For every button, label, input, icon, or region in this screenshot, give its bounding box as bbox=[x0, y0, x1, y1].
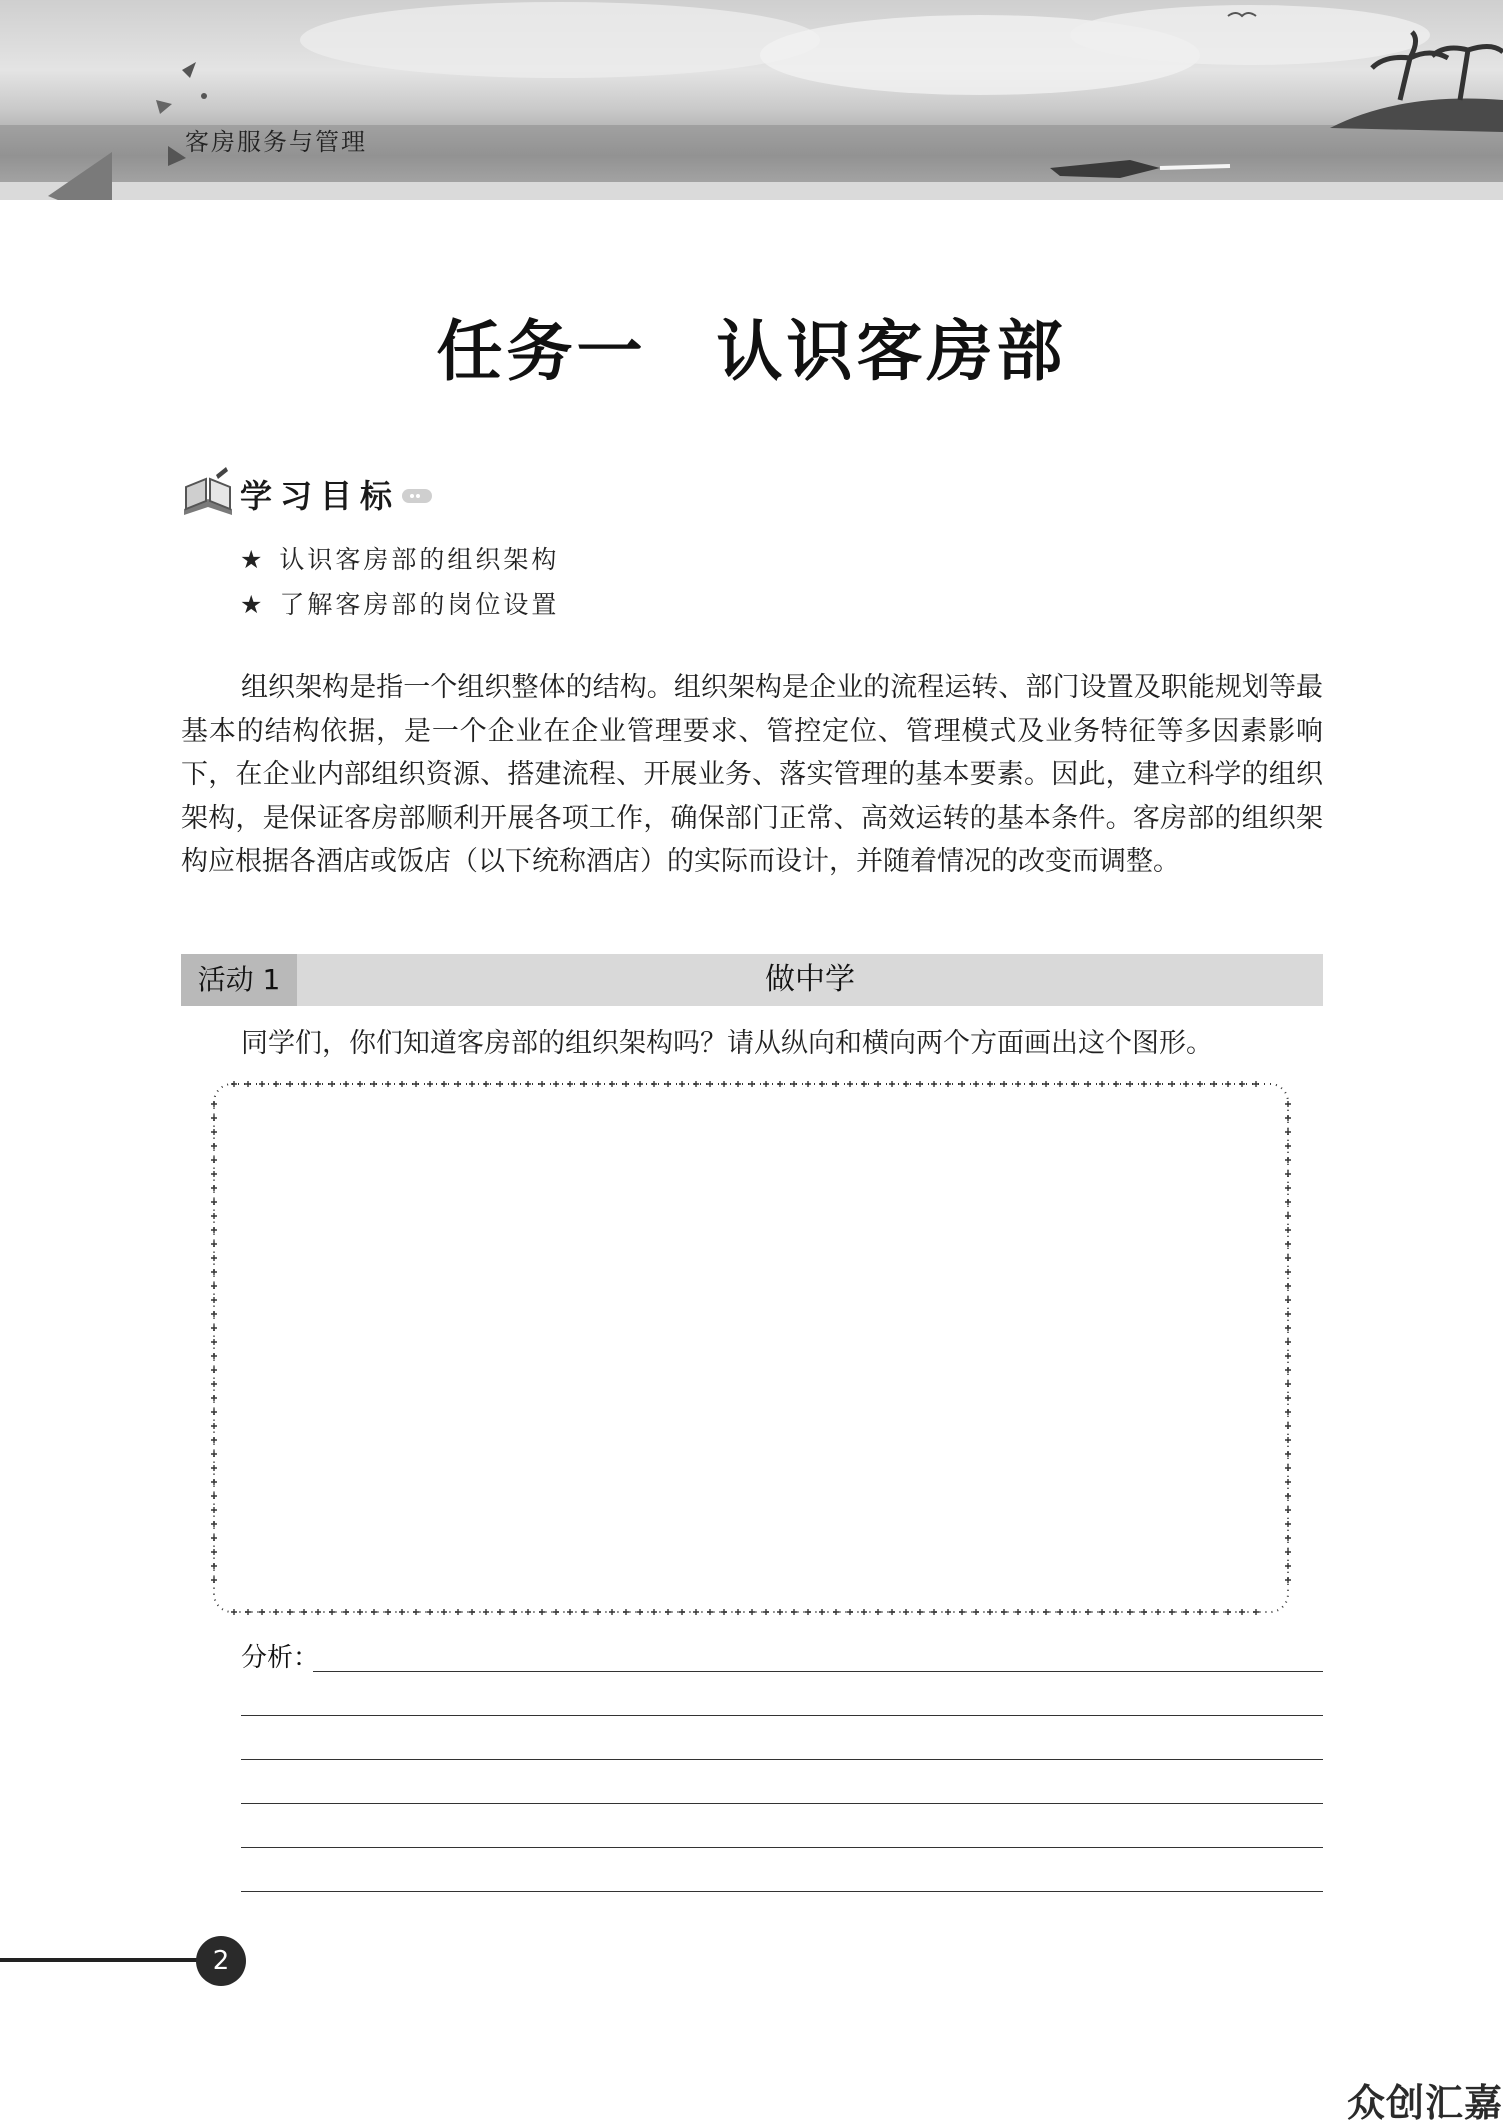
frame-plus-mark bbox=[211, 1507, 217, 1513]
frame-plus-mark bbox=[385, 1081, 391, 1087]
frame-plus-mark bbox=[581, 1609, 587, 1615]
frame-plus-mark bbox=[973, 1609, 979, 1615]
frame-plus-mark bbox=[315, 1081, 321, 1087]
frame-plus-mark bbox=[1197, 1609, 1203, 1615]
page-title: 任务一 认识客房部 bbox=[436, 313, 1067, 390]
frame-plus-mark bbox=[623, 1609, 629, 1615]
frame-plus-mark bbox=[609, 1081, 615, 1087]
objective-text: 认识客房部的组织架构 bbox=[279, 545, 560, 574]
frame-plus-mark bbox=[211, 1339, 217, 1345]
frame-plus-mark bbox=[553, 1081, 559, 1087]
frame-plus-mark bbox=[707, 1081, 713, 1087]
frame-plus-mark bbox=[287, 1609, 293, 1615]
frame-plus-mark bbox=[693, 1609, 699, 1615]
frame-plus-mark bbox=[707, 1609, 713, 1615]
frame-plus-mark bbox=[847, 1081, 853, 1087]
frame-plus-mark bbox=[931, 1081, 937, 1087]
frame-plus-mark bbox=[343, 1081, 349, 1087]
frame-plus-mark bbox=[1113, 1609, 1119, 1615]
frame-plus-mark bbox=[1285, 1157, 1291, 1163]
answer-line[interactable] bbox=[241, 1759, 1323, 1760]
frame-plus-mark bbox=[511, 1609, 517, 1615]
frame-plus-mark bbox=[1155, 1081, 1161, 1087]
frame-plus-mark bbox=[211, 1367, 217, 1373]
frame-plus-mark bbox=[211, 1143, 217, 1149]
frame-plus-mark bbox=[805, 1609, 811, 1615]
frame-plus-mark bbox=[1043, 1609, 1049, 1615]
intro-paragraph: 组织架构是指一个组织整体的结构。组织架构是企业的流程运转、部门设置及职能规划等最基本的结构依据，是一个企业在企业管理要求、管控定位、管理模式及业务特征等多因素影响下，在企业内部组织资源、搭建流程、开展业务、落实管理的基本要素。因此，建立科学的组织架构，是保证客房部顺利开展各项工作，确保部门正常、高效运转的基本条件。客房部的组织架构应根据各酒店或饭店（以下统称酒店）的实际而设计，并随着情况的改变而调整。 bbox=[181, 672, 1323, 877]
frame-plus-mark bbox=[637, 1081, 643, 1087]
frame-plus-mark bbox=[805, 1081, 811, 1087]
frame-plus-mark bbox=[945, 1609, 951, 1615]
frame-plus-mark bbox=[1285, 1101, 1291, 1107]
frame-plus-mark bbox=[211, 1283, 217, 1289]
frame-plus-mark bbox=[483, 1609, 489, 1615]
answer-line[interactable] bbox=[313, 1671, 1323, 1672]
frame-plus-mark bbox=[1253, 1609, 1259, 1615]
frame-plus-mark bbox=[211, 1115, 217, 1121]
frame-plus-mark bbox=[211, 1157, 217, 1163]
frame-plus-mark bbox=[1285, 1325, 1291, 1331]
frame-plus-mark bbox=[211, 1465, 217, 1471]
frame-plus-mark bbox=[903, 1609, 909, 1615]
activity-bar bbox=[181, 954, 1323, 1006]
frame-plus-mark bbox=[371, 1081, 377, 1087]
frame-plus-mark bbox=[749, 1081, 755, 1087]
frame-plus-mark bbox=[1183, 1081, 1189, 1087]
dots-icon bbox=[402, 489, 432, 503]
frame-plus-mark bbox=[399, 1081, 405, 1087]
frame-plus-mark bbox=[1127, 1081, 1133, 1087]
drawing-area[interactable] bbox=[210, 1080, 1292, 1616]
frame-plus-mark bbox=[399, 1609, 405, 1615]
frame-plus-mark bbox=[1015, 1609, 1021, 1615]
frame-plus-mark bbox=[679, 1081, 685, 1087]
activity-tag: 活动 1 bbox=[181, 954, 297, 1006]
frame-plus-mark bbox=[211, 1563, 217, 1569]
frame-plus-mark bbox=[567, 1081, 573, 1087]
frame-plus-mark bbox=[1285, 1465, 1291, 1471]
frame-plus-mark bbox=[211, 1269, 217, 1275]
frame-plus-mark bbox=[1285, 1577, 1291, 1583]
frame-plus-mark bbox=[211, 1535, 217, 1541]
frame-plus-mark bbox=[1285, 1339, 1291, 1345]
frame-plus-mark bbox=[1285, 1535, 1291, 1541]
answer-line[interactable] bbox=[241, 1847, 1323, 1848]
frame-plus-mark bbox=[581, 1081, 587, 1087]
frame-plus-mark bbox=[1285, 1521, 1291, 1527]
frame-plus-mark bbox=[287, 1081, 293, 1087]
frame-plus-mark bbox=[1211, 1609, 1217, 1615]
objectives-list bbox=[240, 537, 559, 627]
frame-plus-mark bbox=[211, 1437, 217, 1443]
running-head: 客房服务与管理 bbox=[185, 128, 367, 156]
frame-plus-mark bbox=[1285, 1241, 1291, 1247]
frame-plus-mark bbox=[1285, 1129, 1291, 1135]
objective-text: 了解客房部的岗位设置 bbox=[279, 590, 560, 619]
answer-line[interactable] bbox=[241, 1715, 1323, 1716]
frame-plus-mark bbox=[987, 1609, 993, 1615]
frame-plus-mark bbox=[211, 1199, 217, 1205]
frame-plus-mark bbox=[1057, 1609, 1063, 1615]
frame-plus-mark bbox=[1285, 1437, 1291, 1443]
frame-plus-mark bbox=[441, 1609, 447, 1615]
answer-line[interactable] bbox=[241, 1803, 1323, 1804]
frame-plus-mark bbox=[539, 1081, 545, 1087]
frame-plus-mark bbox=[1285, 1185, 1291, 1191]
frame-plus-mark bbox=[469, 1609, 475, 1615]
frame-plus-mark bbox=[315, 1609, 321, 1615]
frame-plus-mark bbox=[553, 1609, 559, 1615]
frame-plus-mark bbox=[211, 1325, 217, 1331]
frame-plus-mark bbox=[763, 1081, 769, 1087]
header-banner bbox=[0, 0, 1503, 200]
frame-plus-mark bbox=[595, 1081, 601, 1087]
frame-plus-mark bbox=[1211, 1081, 1217, 1087]
frame-plus-mark bbox=[1285, 1549, 1291, 1555]
seascape-illustration bbox=[0, 0, 1503, 200]
frame-plus-mark bbox=[1285, 1381, 1291, 1387]
frame-plus-mark bbox=[875, 1081, 881, 1087]
frame-plus-mark bbox=[1285, 1493, 1291, 1499]
frame-plus-mark bbox=[259, 1609, 265, 1615]
frame-plus-mark bbox=[1285, 1171, 1291, 1177]
frame-plus-mark bbox=[875, 1609, 881, 1615]
frame-plus-mark bbox=[1043, 1081, 1049, 1087]
frame-plus-mark bbox=[889, 1081, 895, 1087]
frame-plus-mark bbox=[1285, 1283, 1291, 1289]
frame-plus-mark bbox=[1001, 1609, 1007, 1615]
frame-plus-mark bbox=[847, 1609, 853, 1615]
frame-plus-mark bbox=[763, 1609, 769, 1615]
frame-plus-mark bbox=[833, 1081, 839, 1087]
frame-plus-mark bbox=[211, 1395, 217, 1401]
frame-plus-mark bbox=[1285, 1353, 1291, 1359]
frame-plus-mark bbox=[1141, 1081, 1147, 1087]
frame-plus-mark bbox=[1169, 1609, 1175, 1615]
frame-plus-mark bbox=[483, 1081, 489, 1087]
frame-plus-mark bbox=[1183, 1609, 1189, 1615]
frame-plus-mark bbox=[1099, 1081, 1105, 1087]
frame-plus-mark bbox=[497, 1609, 503, 1615]
frame-plus-mark bbox=[211, 1185, 217, 1191]
frame-plus-mark bbox=[861, 1609, 867, 1615]
frame-plus-mark bbox=[735, 1609, 741, 1615]
activity-title: 做中学 bbox=[765, 962, 855, 997]
frame-plus-mark bbox=[987, 1081, 993, 1087]
frame-plus-mark bbox=[1285, 1311, 1291, 1317]
frame-plus-mark bbox=[525, 1609, 531, 1615]
frame-plus-mark bbox=[427, 1081, 433, 1087]
frame-plus-mark bbox=[231, 1081, 237, 1087]
frame-plus-mark bbox=[1285, 1143, 1291, 1149]
frame-plus-mark bbox=[385, 1609, 391, 1615]
frame-plus-mark bbox=[1285, 1115, 1291, 1121]
frame-plus-mark bbox=[413, 1609, 419, 1615]
frame-plus-mark bbox=[917, 1609, 923, 1615]
frame-plus-mark bbox=[211, 1521, 217, 1527]
frame-plus-mark bbox=[211, 1549, 217, 1555]
frame-plus-mark bbox=[1197, 1081, 1203, 1087]
frame-plus-mark bbox=[609, 1609, 615, 1615]
frame-plus-mark bbox=[245, 1609, 251, 1615]
frame-plus-mark bbox=[1057, 1081, 1063, 1087]
frame-plus-mark bbox=[679, 1609, 685, 1615]
frame-plus-mark bbox=[1285, 1297, 1291, 1303]
frame-plus-mark bbox=[273, 1081, 279, 1087]
objectives-heading bbox=[180, 465, 440, 525]
frame-plus-mark bbox=[1225, 1609, 1231, 1615]
frame-plus-mark bbox=[931, 1609, 937, 1615]
frame-plus-mark bbox=[749, 1609, 755, 1615]
frame-plus-mark bbox=[525, 1081, 531, 1087]
frame-plus-mark bbox=[211, 1101, 217, 1107]
frame-plus-mark bbox=[1141, 1609, 1147, 1615]
frame-plus-mark bbox=[231, 1609, 237, 1615]
frame-plus-mark bbox=[245, 1081, 251, 1087]
frame-plus-mark bbox=[917, 1081, 923, 1087]
frame-plus-mark bbox=[357, 1081, 363, 1087]
frame-plus-mark bbox=[1225, 1081, 1231, 1087]
frame-plus-mark bbox=[511, 1081, 517, 1087]
frame-plus-mark bbox=[441, 1081, 447, 1087]
frame-plus-mark bbox=[1285, 1451, 1291, 1457]
frame-plus-mark bbox=[1071, 1081, 1077, 1087]
frame-plus-mark bbox=[1029, 1609, 1035, 1615]
frame-plus-mark bbox=[211, 1451, 217, 1457]
frame-plus-mark bbox=[665, 1609, 671, 1615]
frame-plus-mark bbox=[211, 1297, 217, 1303]
list-item bbox=[240, 537, 559, 582]
frame-plus-mark bbox=[1071, 1609, 1077, 1615]
frame-plus-mark bbox=[1029, 1081, 1035, 1087]
frame-plus-mark bbox=[777, 1609, 783, 1615]
frame-plus-mark bbox=[791, 1609, 797, 1615]
frame-plus-mark bbox=[1285, 1507, 1291, 1513]
list-item bbox=[240, 582, 559, 627]
frame-plus-mark bbox=[211, 1241, 217, 1247]
star-icon: ★ bbox=[240, 545, 266, 574]
frame-plus-mark bbox=[777, 1081, 783, 1087]
frame-plus-mark bbox=[903, 1081, 909, 1087]
frame-plus-mark bbox=[1127, 1609, 1133, 1615]
frame-plus-mark bbox=[1285, 1199, 1291, 1205]
activity-prompt: 同学们，你们知道客房部的组织架构吗？请从纵向和横向两个方面画出这个图形。 bbox=[241, 1028, 1213, 1059]
frame-plus-mark bbox=[211, 1493, 217, 1499]
frame-plus-mark bbox=[1285, 1423, 1291, 1429]
frame-plus-mark bbox=[791, 1081, 797, 1087]
frame-plus-mark bbox=[1253, 1081, 1259, 1087]
frame-plus-mark bbox=[1285, 1227, 1291, 1233]
frame-plus-mark bbox=[273, 1609, 279, 1615]
watermark: 众创汇嘉 bbox=[1346, 2081, 1503, 2125]
frame-plus-mark bbox=[665, 1081, 671, 1087]
frame-plus-mark bbox=[1155, 1609, 1161, 1615]
frame-plus-mark bbox=[623, 1081, 629, 1087]
frame-plus-mark bbox=[211, 1255, 217, 1261]
frame-plus-mark bbox=[1085, 1609, 1091, 1615]
frame-plus-mark bbox=[637, 1609, 643, 1615]
frame-plus-mark bbox=[211, 1129, 217, 1135]
frame-plus-mark bbox=[861, 1081, 867, 1087]
frame-plus-mark bbox=[1015, 1081, 1021, 1087]
frame-plus-mark bbox=[343, 1609, 349, 1615]
frame-plus-mark bbox=[413, 1081, 419, 1087]
frame-plus-mark bbox=[329, 1609, 335, 1615]
frame-plus-mark bbox=[455, 1081, 461, 1087]
frame-plus-mark bbox=[259, 1081, 265, 1087]
frame-plus-mark bbox=[567, 1609, 573, 1615]
frame-plus-mark bbox=[1239, 1081, 1245, 1087]
book-icon bbox=[180, 465, 240, 521]
frame-plus-mark bbox=[301, 1081, 307, 1087]
frame-plus-mark bbox=[357, 1609, 363, 1615]
frame-plus-mark bbox=[427, 1609, 433, 1615]
frame-plus-mark bbox=[595, 1609, 601, 1615]
frame-plus-mark bbox=[1285, 1563, 1291, 1569]
frame-plus-mark bbox=[455, 1609, 461, 1615]
frame-plus-mark bbox=[211, 1381, 217, 1387]
page-number-rule bbox=[0, 1958, 200, 1962]
frame-plus-mark bbox=[301, 1609, 307, 1615]
frame-plus-mark bbox=[211, 1227, 217, 1233]
frame-plus-mark bbox=[651, 1609, 657, 1615]
frame-plus-mark bbox=[371, 1609, 377, 1615]
star-icon: ★ bbox=[240, 590, 266, 619]
frame-plus-mark bbox=[211, 1311, 217, 1317]
frame-plus-mark bbox=[1285, 1213, 1291, 1219]
frame-plus-mark bbox=[211, 1409, 217, 1415]
frame-plus-mark bbox=[497, 1081, 503, 1087]
frame-plus-mark bbox=[1285, 1255, 1291, 1261]
frame-plus-mark bbox=[1085, 1081, 1091, 1087]
frame-plus-mark bbox=[211, 1479, 217, 1485]
frame-plus-mark bbox=[945, 1081, 951, 1087]
frame-plus-mark bbox=[693, 1081, 699, 1087]
frame-plus-mark bbox=[329, 1081, 335, 1087]
answer-line[interactable] bbox=[241, 1891, 1323, 1892]
frame-plus-mark bbox=[959, 1609, 965, 1615]
frame-plus-mark bbox=[819, 1081, 825, 1087]
frame-plus-mark bbox=[1239, 1609, 1245, 1615]
frame-plus-mark bbox=[539, 1609, 545, 1615]
page-number: 2 bbox=[196, 1936, 246, 1986]
frame-plus-mark bbox=[721, 1609, 727, 1615]
objectives-title: 学习目标 bbox=[240, 477, 401, 515]
frame-plus-mark bbox=[211, 1577, 217, 1583]
frame-plus-mark bbox=[735, 1081, 741, 1087]
frame-plus-mark bbox=[211, 1171, 217, 1177]
frame-plus-mark bbox=[1099, 1609, 1105, 1615]
frame-plus-mark bbox=[211, 1353, 217, 1359]
frame-plus-mark bbox=[959, 1081, 965, 1087]
frame-plus-mark bbox=[889, 1609, 895, 1615]
frame-plus-mark bbox=[819, 1609, 825, 1615]
frame-plus-mark bbox=[211, 1213, 217, 1219]
frame-plus-mark bbox=[651, 1081, 657, 1087]
frame-plus-mark bbox=[721, 1081, 727, 1087]
frame-plus-mark bbox=[1285, 1269, 1291, 1275]
frame-plus-mark bbox=[833, 1609, 839, 1615]
frame-plus-mark bbox=[973, 1081, 979, 1087]
frame-plus-mark bbox=[1285, 1409, 1291, 1415]
analysis-label: 分析： bbox=[241, 1643, 320, 1673]
frame-plus-mark bbox=[1001, 1081, 1007, 1087]
frame-plus-mark bbox=[211, 1423, 217, 1429]
frame-plus-mark bbox=[1285, 1479, 1291, 1485]
frame-plus-mark bbox=[1169, 1081, 1175, 1087]
frame-plus-mark bbox=[1285, 1395, 1291, 1401]
frame-plus-mark bbox=[1113, 1081, 1119, 1087]
frame-plus-mark bbox=[1285, 1367, 1291, 1373]
frame-plus-mark bbox=[469, 1081, 475, 1087]
